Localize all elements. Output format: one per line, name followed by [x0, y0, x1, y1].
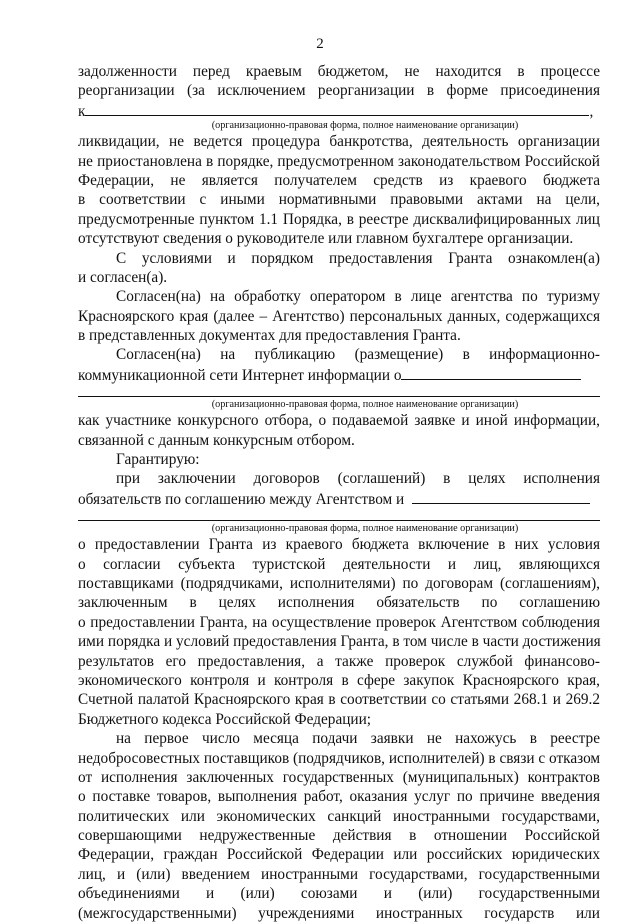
field-hint: (организационно-правовая форма, полное наименование организации): [211, 523, 519, 535]
blank-rule: [78, 520, 600, 521]
text-line: недобросовестных поставщиков (подрядчиков, исполнителей) в связи с отказом: [78, 749, 601, 767]
text-line: ликвидации, не ведется процедура банкротства, деятельность организации: [78, 133, 600, 151]
fill-line-organization: [78, 101, 600, 120]
text-line: ,: [589, 102, 594, 120]
text-line: заключенным в целях исполнения обязательств по соглашению: [78, 594, 600, 612]
fill-line-organization: [78, 489, 600, 508]
text-line: обязательств по соглашению между Агентством и: [78, 490, 405, 508]
text-line: С условиями и порядком предоставления Гранта ознакомлен(а): [116, 249, 600, 267]
text-line: Красноярского края (далее – Агентство) персональных данных, содержащихся: [78, 307, 600, 325]
document-body: [78, 62, 600, 923]
text-line: связанной с данным конкурсным отбором.: [78, 431, 355, 449]
text-line: задолженности перед краевым бюджетом, не находится в процессе: [78, 63, 600, 80]
text-line: лиц, и (или) введением иностранными государствами, государственными: [78, 865, 600, 883]
fill-line-organization: [78, 365, 600, 384]
text-line: на первое число месяца подачи заявки не нахожусь в реестре: [116, 730, 600, 748]
blank-field[interactable]: [85, 101, 589, 116]
text-line: (межгосударственными) учреждениями иностранных государств или: [78, 904, 600, 922]
text-line: о согласии субъекта туристской деятельности и лиц, являющихся: [78, 555, 600, 573]
text-line: поставщиками (подрядчиками, исполнителями) по договорам (соглашениям),: [78, 574, 600, 592]
text-line: о предоставлении Гранта, на осуществление проверок Агентством соблюдения: [78, 613, 600, 631]
text-line: Согласен(на) на обработку оператором в лице агентства по туризму: [116, 288, 600, 306]
text-line: предусмотренные пунктом 1.1 Порядка, в реестре дисквалифицированных лиц: [78, 210, 600, 228]
text-line: в представленных документах для предоставления Гранта.: [78, 327, 461, 345]
text-line: результатов его предоставления, а также проверок службой финансово-: [78, 652, 600, 670]
text-line: Бюджетного кодекса Российской Федерации;: [78, 710, 372, 728]
text-line: Счетной палатой Красноярского края в соответствии со статьями 268.1 и 269.2: [78, 691, 600, 709]
text-line: Федерации, граждан Российской Федерации или российских юридических: [78, 846, 600, 864]
text-line: к: [78, 102, 86, 120]
text-line: экономического контроля и контроля в сфере закупок Красноярского края,: [78, 671, 600, 689]
text-line: ими порядка и условий предоставления Гранта, в том числе в части достижения: [78, 633, 601, 651]
blank-field[interactable]: [401, 365, 581, 380]
blank-field[interactable]: [412, 489, 590, 504]
page-number: 2: [316, 36, 324, 52]
text-line: совершающими недружественные действия в отношении Российской: [78, 827, 600, 845]
text-line: отсутствуют сведения о руководителе или главном бухгалтере организации.: [78, 230, 574, 248]
text-line: реорганизации (за исключением реорганизации в форме присоединения: [78, 82, 600, 100]
text-line: в соответствии с иными нормативными правовыми актами на цели,: [78, 191, 600, 209]
text-line: политических или экономических санкций иностранными государствами,: [78, 807, 600, 825]
text-line: как участнике конкурсного отбора, о подаваемой заявке и иной информации,: [78, 412, 600, 430]
text-line: коммуникационной сети Интернет информации о: [78, 366, 402, 384]
text-line: и согласен(а).: [78, 268, 168, 286]
text-line: объединениями и (или) союзами и (или) государственными: [78, 885, 600, 903]
text-line: Согласен(на) на публикацию (размещение) в информационно-: [116, 346, 600, 364]
text-line: Гарантирую:: [116, 451, 200, 469]
text-line: от исполнения заключенных государственных (муниципальных) контрактов: [78, 768, 600, 786]
text-line: Федерации, не является получателем средств из краевого бюджета: [78, 171, 600, 189]
paragraph-personal-data-consent: [78, 287, 600, 345]
paragraph-conditions: [78, 249, 600, 288]
paragraph-publication-consent: [78, 345, 600, 450]
paragraph-debt-status: [78, 62, 600, 249]
blank-rule: [78, 396, 600, 397]
field-hint: (организационно-правовая форма, полное наименование организации): [211, 120, 519, 132]
field-hint: (организационно-правовая форма, полное наименование организации): [211, 399, 519, 411]
text-line: не приостановлена в порядке, предусмотренном законодательством Российской: [78, 152, 600, 170]
text-line: при заключении договоров (соглашений) в целях исполнения: [116, 470, 600, 488]
text-line: о предоставлении Гранта из краевого бюджета включение в них условия: [78, 536, 600, 554]
paragraph-sanctions-registry: [78, 729, 600, 923]
text-line: о поставке товаров, выполнения работ, оказания услуг по причине введения: [78, 788, 600, 806]
paragraph-guarantees: [78, 450, 600, 729]
